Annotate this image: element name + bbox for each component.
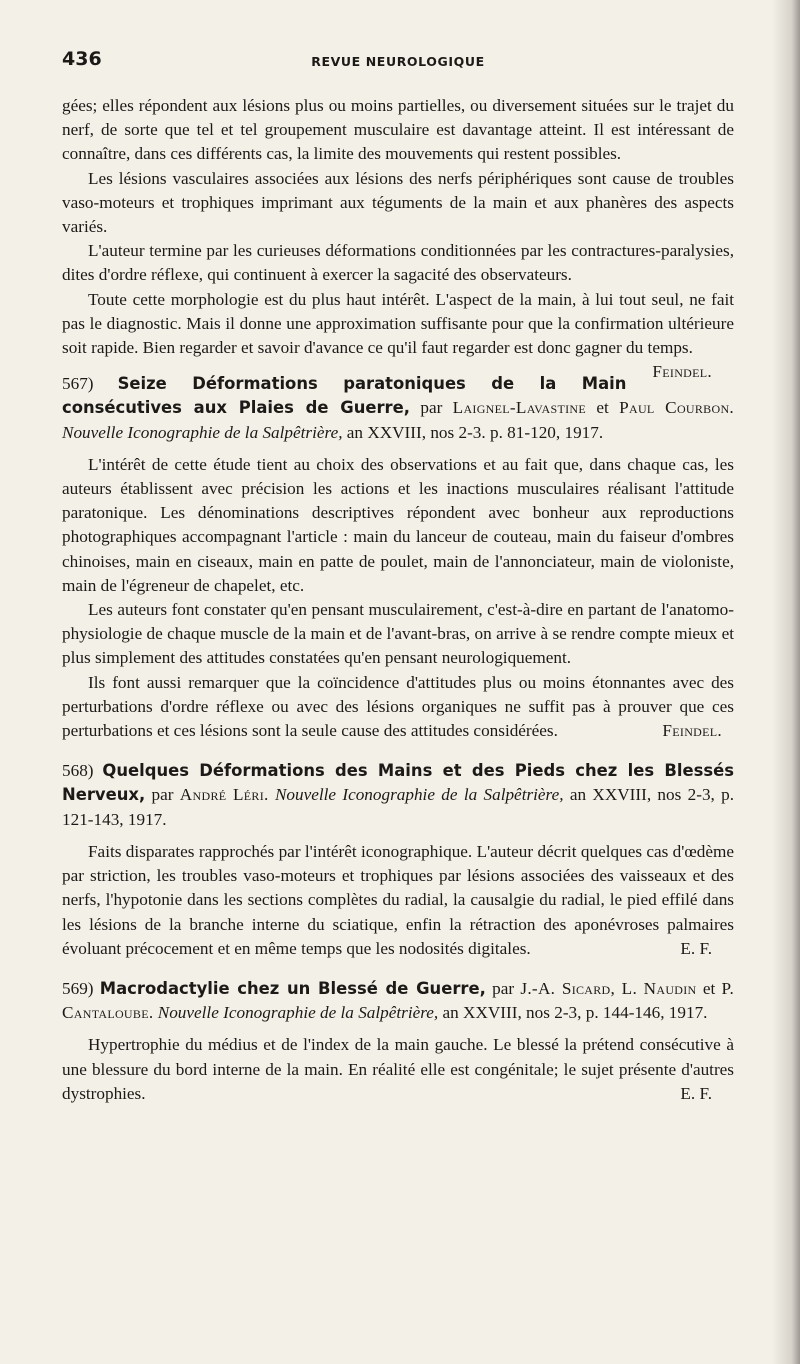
signature: E. F. — [680, 938, 712, 958]
intro-paragraph-4-text: Toute cette morphologie est du plus haut intérêt. L'aspect de la main, à lui tout seul, ne fait pas le diagnostic. Mais il donne une approximation suffisante pour que la confirmation ultérieure soit rapide. Bien regarder et savoir d'avance ce qu'il faut regarder est donc gagner du temps. — [62, 289, 734, 358]
source-reference: an XXVIII, nos 2-3. p. 81-120, 1917. — [346, 422, 604, 442]
page-number: 436 — [62, 48, 102, 70]
intro-paragraph-3: L'auteur termine par les curieuses déformations conditionnées par les contractures-paralysies, dites d'ordre réflexe, qui continuent à exercer la sagacité des observateurs. — [62, 241, 734, 285]
entry-title: Seize Déformations paratoniques de la Main consécutives aux Plaies de Guerre, — [62, 374, 627, 418]
entry-567-paragraph-1: L'intérêt de cette étude tient au choix des observations et au fait que, dans chaque cas, les auteurs établissent avec précision les actions et les inactions musculaires réalisant l'attitude paratonique. Les dénominations descriptives répondent avec bonheur aux reproductions photographiques accompagnant l'article : main du lanceur de couteau, main du faiseur d'ombres chinoises, main en ciseaux, main en patte de poulet, main de l'annonciateur, main de violoniste, main de l'égreneur de chapelet, etc. — [62, 454, 734, 595]
by-word: par — [151, 785, 174, 805]
source-reference: an XXVIII, nos 2-3, p. 144-146, 1917. — [442, 1003, 708, 1023]
author: Laignel-Lavastine — [452, 398, 587, 418]
entry-569-paragraph-1-text: Hypertrophie du médius et de l'index de la main gauche. Le blessé la prétend consécutive à une blessure du bord interne de la main. En réalité elle est congénitale; le sujet présente d'autres dystrophies. — [62, 1035, 734, 1103]
and-word: et — [702, 978, 716, 998]
source-reference: an XXVIII, nos 2-3, p. 121-143, 1917. — [62, 785, 735, 829]
entry-568-paragraph-1 — [62, 840, 734, 961]
intro-paragraph-4 — [62, 288, 734, 382]
page-body — [62, 94, 734, 1106]
entry-567-paragraph-2: Les auteurs font constater qu'en pensant musculairement, c'est-à-dire en partant de l'anatomo-physiologie de chaque muscle de la main et de l'avant-bras, on arrive à se rendre compte mieux et plus simplement des attitudes constatées qu'en pensant neurologiquement. — [62, 600, 734, 668]
signature: E. F. — [680, 1083, 712, 1103]
and-word: et — [596, 398, 609, 418]
source-journal: Nouvelle Iconographie de la Salpêtrière, — [157, 1003, 439, 1023]
entry-568-paragraph-1-text: Faits disparates rapprochés par l'intérêt iconographique. L'auteur décrit quelques cas d'œdème par striction, les troubles vaso-moteurs et trophiques par lésions associées des vaisseaux et des nerfs, l'hypotonie dans les sections complètes du radial, la causalgie du radial, le pied effilé dans les lésions de la branche interne du sciatique, enfin la rétraction des aponévroses palmaires évoluant précocement et en même temps que les nodosités digitales. — [62, 841, 734, 958]
by-word: par — [420, 398, 443, 418]
entry-number: 568) — [62, 761, 94, 781]
entry-title: Macrodactylie chez un Blessé de Guerre, — [99, 978, 486, 998]
author: J.-A. Sicard, L. Naudin — [520, 978, 697, 998]
entry-567-paragraph-3-text: Ils font aussi remarquer que la coïncidence d'attitudes plus ou moins étonnantes avec des perturbations d'ordre réflexe ou avec des lésions organiques ne suffit pas à prouver que ces perturbations et ces lésions sont la seule cause des attitudes considérées. — [62, 672, 734, 741]
entry-567-paragraph-3 — [62, 671, 734, 744]
page-edge-shadow — [772, 0, 800, 1364]
source-journal: Nouvelle Iconographie de la Salpêtrière, — [62, 422, 343, 442]
entry-title: Quelques Déformations des Mains et des Pieds chez les Blessés Nerveux, — [62, 761, 734, 805]
author: Paul Courbon. — [619, 398, 735, 418]
entry-569-heading — [62, 977, 734, 1025]
entry-568-heading — [62, 759, 734, 832]
author: André Léri. — [179, 785, 269, 805]
intro-paragraph-2: Les lésions vasculaires associées aux lésions des nerfs périphériques sont cause de troubles vaso-moteurs et trophiques imprimant aux téguments de la main et aux phanères des aspects variés. — [62, 168, 734, 237]
signature: Feindel. — [662, 721, 722, 741]
source-journal: Nouvelle Iconographie de la Salpêtrière, — [274, 785, 564, 805]
entry-569-paragraph-1 — [62, 1033, 734, 1106]
page-header — [62, 48, 734, 78]
signature: Feindel. — [652, 362, 712, 382]
entry-number: 567) — [62, 374, 94, 394]
author: P. Cantaloube. — [62, 978, 735, 1023]
running-title: REVUE NEUROLOGIQUE — [311, 54, 485, 69]
by-word: par — [492, 978, 515, 998]
intro-paragraph-1: gées; elles répondent aux lésions plus ou moins partielles, ou diversement situées sur le trajet du nerf, de sorte que tel et tel groupement musculaire est davantage atteint. Il est intéressant de connaître, dans ces différents cas, la limite des mouvements qui restent possibles. — [62, 96, 734, 164]
entry-number: 569) — [62, 978, 94, 998]
